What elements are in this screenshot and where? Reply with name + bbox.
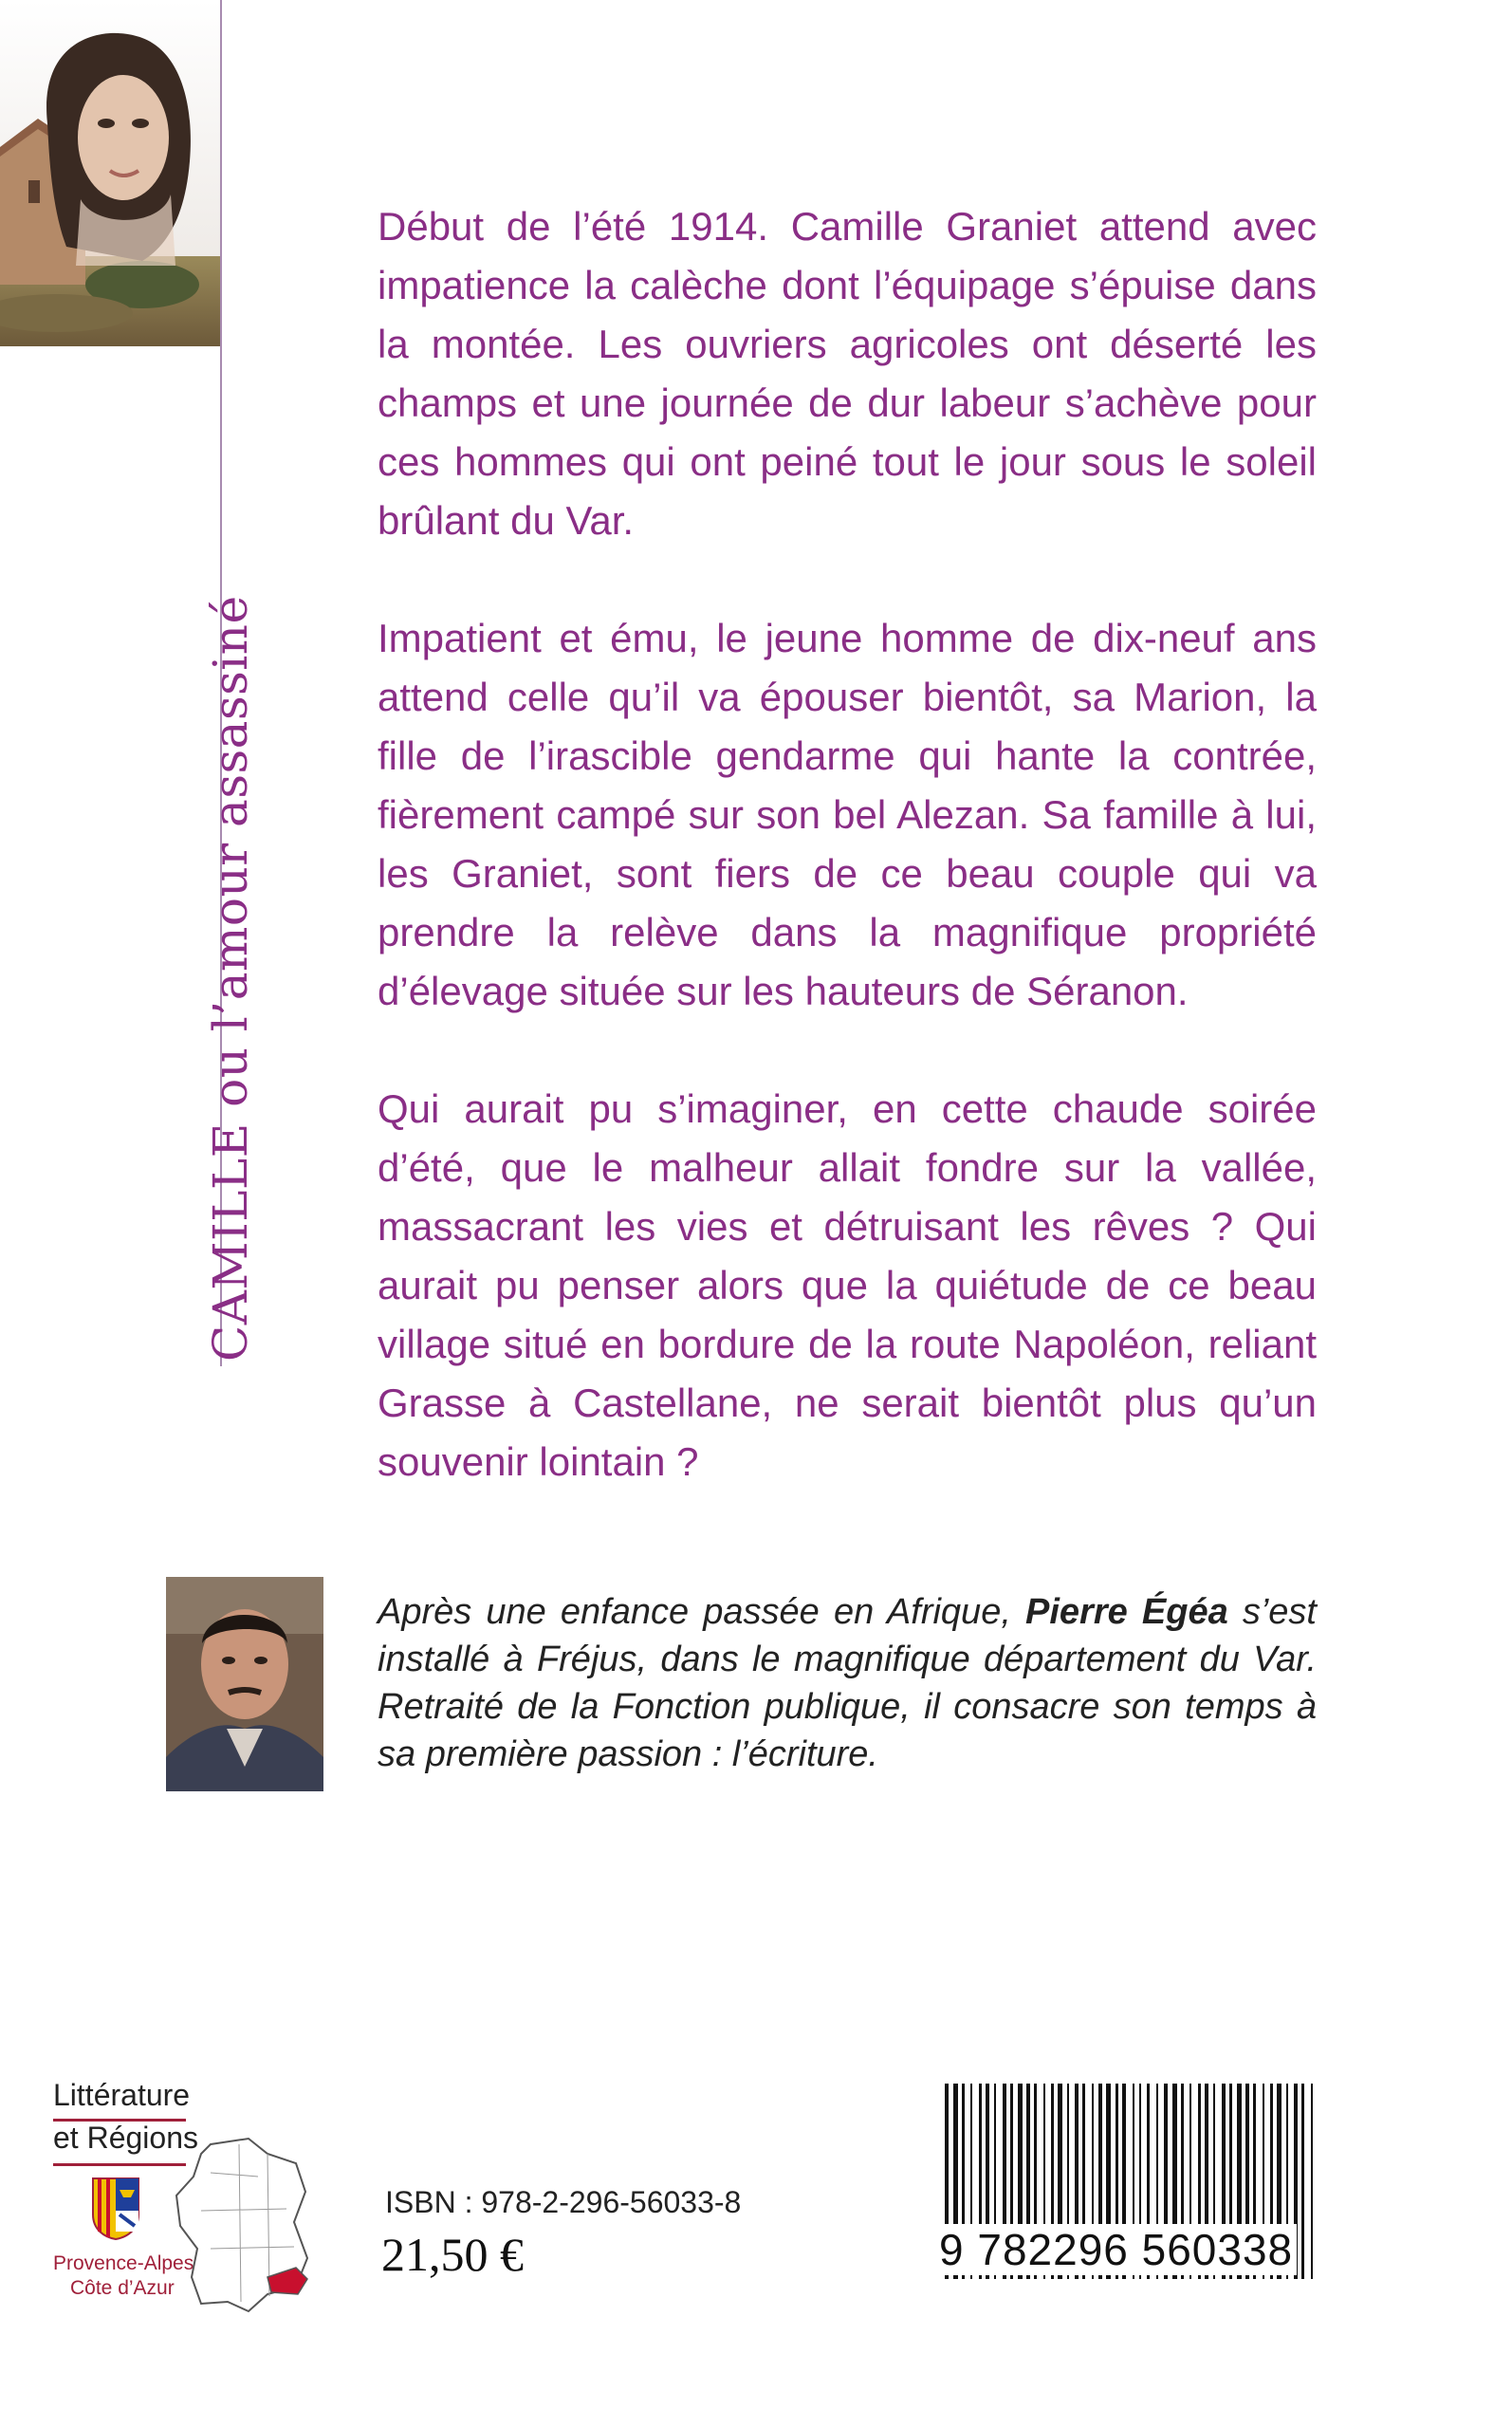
cover-photo — [0, 0, 220, 346]
collection-logo — [49, 2078, 324, 2391]
summary-paragraph-3: Qui aurait pu s’imaginer, en cette chaude soirée d’été, que le malheur allait fondre sur la vallée, massacrant les vies et détruisant les rêves ? Qui aurait pu penser alors que la quiétude de ce beau village situé en bordure de la route Napoléon, reliant Grasse à Castellane, ne serait bientôt plus qu’un souvenir lointain ? — [378, 1086, 1317, 1484]
price: 21,50 € — [381, 2228, 524, 2281]
summary-paragraph-1: Début de l’été 1914. Camille Graniet attend avec impatience la calèche dont l’équipage s’épuise dans la montée. Les ouvriers agricoles ont déserté les champs et une journée de dur labeur s’achève pour ces hommes qui ont peiné tout le jour sous le soleil brûlant du Var. — [378, 204, 1317, 543]
region-crest-icon — [91, 2177, 140, 2241]
region-name-line1: Provence-Alpes — [53, 2252, 194, 2274]
region-name-line2: Côte d’Azur — [70, 2277, 175, 2299]
summary-paragraph-2: Impatient et ému, le jeune homme de dix-neuf ans attend celle qu’il va épouser bientôt, sa Marion, la fille de l’irascible gendarme qui hante la contrée, fièrement campé sur son bel Alezan. Sa famille à lui, les Graniet, sont fiers de ce beau couple qui va prendre la relève dans la magnifique propriété d’élevage située sur les hauteurs de Séranon. — [378, 616, 1317, 1013]
barcode-number: 9 782296 560338 — [935, 2224, 1297, 2275]
author-bio — [378, 1588, 1317, 1778]
spine-title: CAMILLE ou l’amour assassiné — [203, 595, 258, 1362]
collection-rule-bottom — [53, 2163, 186, 2166]
isbn: ISBN : 978-2-296-56033-8 — [385, 2185, 742, 2219]
author-name: Pierre Égéa — [1025, 1592, 1228, 1632]
summary-text — [378, 197, 1317, 1550]
collection-name-line2: et Régions — [53, 2121, 198, 2155]
author-photo — [166, 1577, 323, 1791]
france-map-icon — [173, 2135, 315, 2315]
bio-after: s’est installé à Fréjus, dans le magnifique département du Var. Retraité de la Fonction publique, il consacre son temps à sa première passion : l’écriture. — [378, 1592, 1317, 1774]
collection-name-line1: Littérature — [53, 2078, 191, 2112]
bio-before: Après une enfance passée en Afrique, — [378, 1592, 1026, 1632]
